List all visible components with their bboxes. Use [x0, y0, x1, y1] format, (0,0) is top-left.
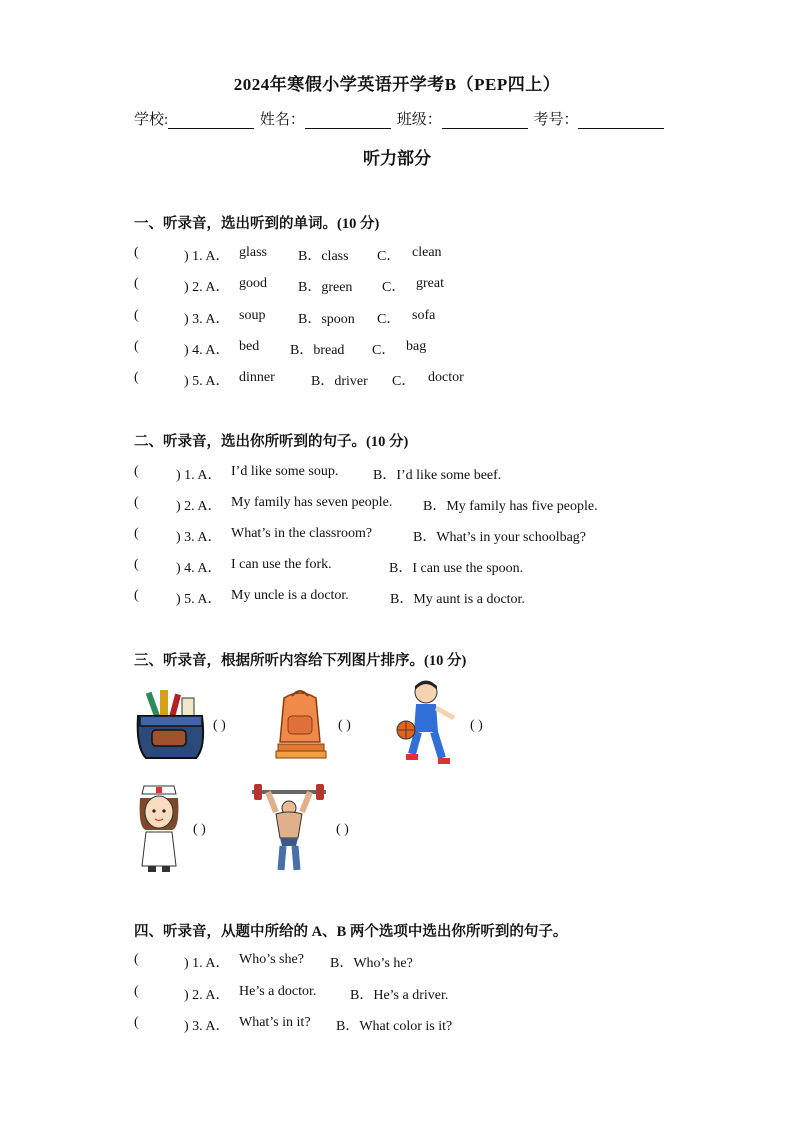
question-number: ) 4. A．: [184, 343, 230, 358]
school-field[interactable]: [168, 114, 254, 129]
option-c-label: C．: [382, 280, 406, 295]
option-b: B．I’d like some beef.: [373, 468, 502, 483]
option-c-label: C．: [392, 374, 416, 389]
answer-paren-open[interactable]: (: [134, 245, 139, 260]
answer-blank-3[interactable]: ( ): [470, 718, 483, 733]
option-b: B．What’s in your schoolbag?: [413, 530, 587, 545]
answer-blank-1[interactable]: ( ): [213, 718, 226, 733]
option-c: sofa: [412, 308, 436, 323]
option-c: bag: [406, 339, 427, 354]
answer-blank-5[interactable]: ( ): [336, 822, 349, 837]
option-b: B．spoon: [298, 312, 355, 327]
question-number: ) 3. A．: [176, 530, 222, 545]
student-info-row: [134, 108, 666, 129]
page-title: 2024年寒假小学英语开学考B（PEP四上）: [233, 75, 561, 94]
option-b: B．bread: [290, 343, 345, 358]
question-number: ) 1. A．: [184, 249, 230, 264]
option-b: B．I can use the spoon.: [389, 561, 524, 576]
section-2-heading: 二、听录音，选出你所听到的句子。(10 分): [134, 434, 409, 450]
option-b: B．My family has five people.: [423, 499, 598, 514]
option-a: dinner: [239, 370, 275, 385]
question-number: ) 4. A．: [176, 561, 222, 576]
question-number: ) 5. A．: [176, 592, 222, 607]
answer-paren-open[interactable]: (: [134, 952, 139, 967]
basketball-boy-image: [396, 678, 464, 768]
answer-paren-open[interactable]: (: [134, 557, 139, 572]
option-c-label: C．: [377, 249, 401, 264]
answer-paren-open[interactable]: (: [134, 1015, 139, 1030]
option-b: B．What color is it?: [336, 1019, 453, 1034]
answer-paren-open[interactable]: (: [134, 464, 139, 479]
question-number: ) 1. A．: [176, 468, 222, 483]
answer-blank-4[interactable]: ( ): [193, 822, 206, 837]
question-number: ) 3. A．: [184, 312, 230, 327]
question-number: ) 2. A．: [184, 280, 230, 295]
option-b: B．He’s a driver.: [350, 988, 449, 1003]
question-number: ) 2. A．: [184, 988, 230, 1003]
option-c: great: [416, 276, 444, 291]
schoolbag-stationery-image: [132, 688, 208, 762]
school-label: 学校:: [134, 112, 169, 128]
option-c: clean: [412, 245, 442, 260]
question-number: ) 1. A．: [184, 956, 230, 971]
option-a: glass: [239, 245, 267, 260]
section-3-heading: 三、听录音，根据所听内容给下列图片排序。(10 分): [134, 653, 467, 669]
answer-paren-open[interactable]: (: [134, 495, 139, 510]
section-1-heading: 一、听录音，选出听到的单词。(10 分): [134, 216, 380, 232]
class-field[interactable]: [442, 114, 528, 129]
answer-paren-open[interactable]: (: [134, 588, 139, 603]
option-c-label: C．: [377, 312, 401, 327]
question-number: ) 2. A．: [176, 499, 222, 514]
number-label: 考号：: [533, 112, 579, 128]
option-a: My uncle is a doctor.: [231, 588, 349, 603]
nurse-image: [134, 784, 184, 874]
answer-paren-open[interactable]: (: [134, 370, 139, 385]
option-a: I can use the fork.: [231, 557, 332, 572]
answer-blank-2[interactable]: ( ): [338, 718, 351, 733]
answer-paren-open[interactable]: (: [134, 984, 139, 999]
section-subtitle: 听力部分: [363, 149, 431, 168]
option-b: B．Who’s he?: [330, 956, 413, 971]
answer-paren-open[interactable]: (: [134, 526, 139, 541]
option-a: I’d like some soup.: [231, 464, 339, 479]
backpack-books-image: [270, 688, 330, 760]
name-label: 姓名：: [259, 112, 305, 128]
answer-paren-open[interactable]: (: [134, 276, 139, 291]
question-number: ) 5. A．: [184, 374, 230, 389]
option-a: bed: [239, 339, 260, 354]
option-a: soup: [239, 308, 266, 323]
option-b: B．green: [298, 280, 353, 295]
option-a: My family has seven people.: [231, 495, 393, 510]
section-4-heading: 四、听录音，从题中所给的 A、B 两个选项中选出你所听到的句子。: [134, 924, 568, 940]
option-a: He’s a doctor.: [239, 984, 317, 999]
answer-paren-open[interactable]: (: [134, 308, 139, 323]
option-a: What’s in the classroom?: [231, 526, 373, 541]
question-number: ) 3. A．: [184, 1019, 230, 1034]
class-label: 班级：: [396, 112, 442, 128]
option-b: B．class: [298, 249, 349, 264]
option-a: What’s in it?: [239, 1015, 311, 1030]
option-c-label: C．: [372, 343, 396, 358]
answer-paren-open[interactable]: (: [134, 339, 139, 354]
weightlifter-image: [250, 784, 328, 874]
option-b: B．driver: [311, 374, 368, 389]
option-a: good: [239, 276, 267, 291]
option-a: Who’s she?: [239, 952, 304, 967]
option-c: doctor: [428, 370, 464, 385]
number-field[interactable]: [578, 114, 664, 129]
name-field[interactable]: [305, 114, 391, 129]
option-b: B．My aunt is a doctor.: [390, 592, 525, 607]
